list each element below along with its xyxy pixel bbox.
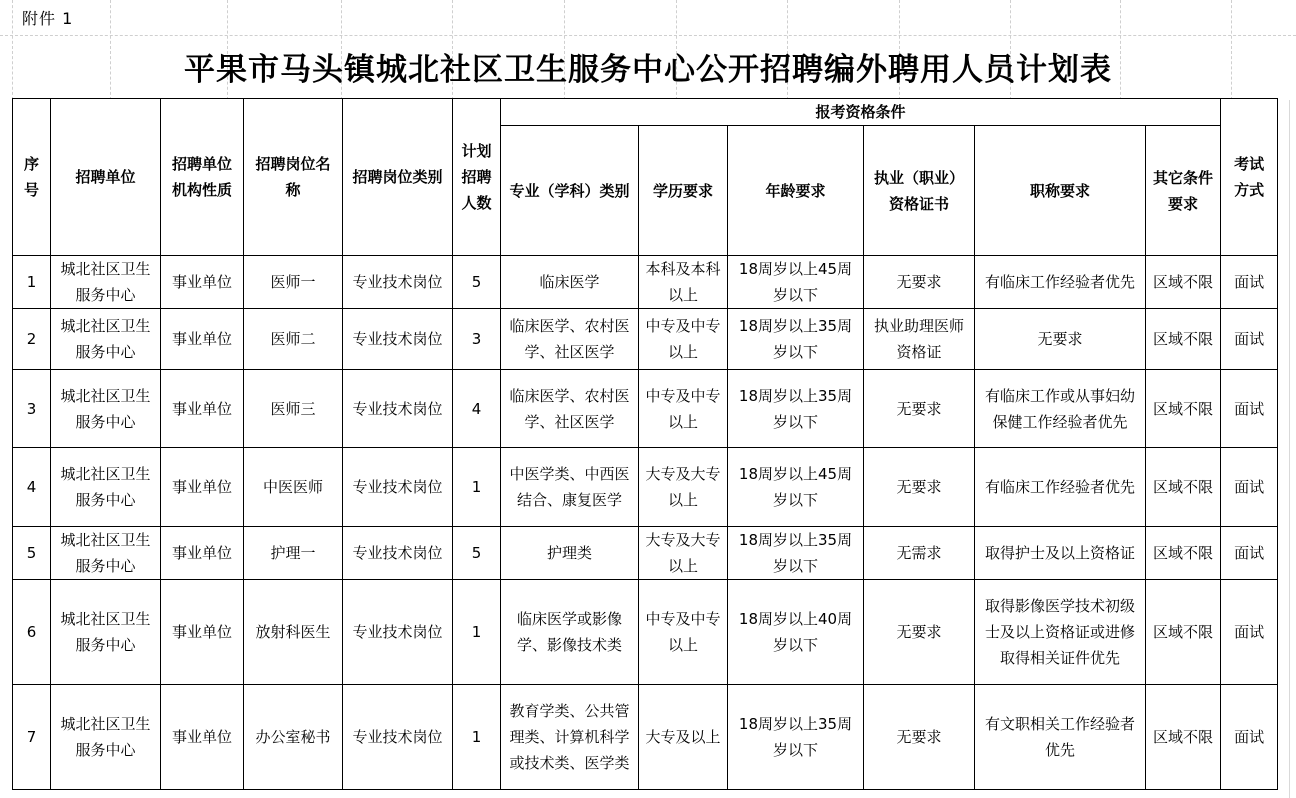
- cell-other: 区域不限: [1146, 685, 1221, 790]
- cell-education: 大专及以上: [639, 685, 728, 790]
- cell-title-req: 有临床工作经验者优先: [975, 448, 1146, 527]
- cell-post-name: 放射科医生: [244, 580, 343, 685]
- cell-age: 18周岁以上45周岁以下: [728, 448, 864, 527]
- cell-major: 临床医学、农村医学、社区医学: [501, 309, 639, 370]
- header-other: 其它条件要求: [1146, 126, 1221, 256]
- header-nature: 招聘单位机构性质: [161, 99, 244, 256]
- cell-count: 1: [453, 580, 501, 685]
- table-row: [13, 370, 1278, 448]
- cell-exam: 面试: [1221, 370, 1278, 448]
- cell-nature: 事业单位: [161, 370, 244, 448]
- cell-age: 18周岁以上45周岁以下: [728, 256, 864, 309]
- cell-post-type: 专业技术岗位: [343, 527, 453, 580]
- cell-license: 无要求: [864, 370, 975, 448]
- cell-nature: 事业单位: [161, 580, 244, 685]
- cell-seq: 4: [13, 448, 51, 527]
- header-education: 学历要求: [639, 126, 728, 256]
- header-post-type: 招聘岗位类别: [343, 99, 453, 256]
- cell-exam: 面试: [1221, 580, 1278, 685]
- header-license: 执业（职业）资格证书: [864, 126, 975, 256]
- header-title-req: 职称要求: [975, 126, 1146, 256]
- header-count: 计划招聘人数: [453, 99, 501, 256]
- cell-post-name: 办公室秘书: [244, 685, 343, 790]
- cell-license: 无要求: [864, 256, 975, 309]
- cell-title-req: 有临床工作或从事妇幼保健工作经验者优先: [975, 370, 1146, 448]
- cell-major: 临床医学、农村医学、社区医学: [501, 370, 639, 448]
- cell-other: 区域不限: [1146, 527, 1221, 580]
- cell-unit: 城北社区卫生服务中心: [51, 527, 161, 580]
- table-row: [13, 685, 1278, 790]
- cell-post-name: 医师一: [244, 256, 343, 309]
- cell-education: 中专及中专以上: [639, 370, 728, 448]
- cell-age: 18周岁以上35周岁以下: [728, 685, 864, 790]
- cell-license: 执业助理医师资格证: [864, 309, 975, 370]
- cell-major: 临床医学或影像学、影像技术类: [501, 580, 639, 685]
- cell-seq: 7: [13, 685, 51, 790]
- cell-other: 区域不限: [1146, 256, 1221, 309]
- cell-other: 区域不限: [1146, 448, 1221, 527]
- cell-exam: 面试: [1221, 685, 1278, 790]
- cell-post-type: 专业技术岗位: [343, 685, 453, 790]
- cell-education: 大专及大专以上: [639, 448, 728, 527]
- header-seq: 序号: [13, 99, 51, 256]
- cell-seq: 5: [13, 527, 51, 580]
- cell-major: 护理类: [501, 527, 639, 580]
- cell-unit: 城北社区卫生服务中心: [51, 580, 161, 685]
- cell-education: 大专及大专以上: [639, 527, 728, 580]
- cell-exam: 面试: [1221, 309, 1278, 370]
- cell-exam: 面试: [1221, 527, 1278, 580]
- cell-education: 本科及本科以上: [639, 256, 728, 309]
- page-title: 平果市马头镇城北社区卫生服务中心公开招聘编外聘用人员计划表: [184, 52, 1112, 88]
- header-qualifications: 报考资格条件: [501, 99, 1221, 126]
- cell-post-type: 专业技术岗位: [343, 448, 453, 527]
- cell-post-name: 护理一: [244, 527, 343, 580]
- cell-nature: 事业单位: [161, 685, 244, 790]
- table-row: [13, 448, 1278, 527]
- cell-title-req: 取得护士及以上资格证: [975, 527, 1146, 580]
- cell-other: 区域不限: [1146, 309, 1221, 370]
- cell-exam: 面试: [1221, 256, 1278, 309]
- cell-seq: 2: [13, 309, 51, 370]
- cell-nature: 事业单位: [161, 448, 244, 527]
- cell-post-type: 专业技术岗位: [343, 256, 453, 309]
- cell-nature: 事业单位: [161, 527, 244, 580]
- cell-count: 5: [453, 256, 501, 309]
- cell-title-req: 无要求: [975, 309, 1146, 370]
- cell-post-type: 专业技术岗位: [343, 580, 453, 685]
- cell-unit: 城北社区卫生服务中心: [51, 448, 161, 527]
- cell-major: 中医学类、中西医结合、康复医学: [501, 448, 639, 527]
- table-row: [13, 580, 1278, 685]
- cell-unit: 城北社区卫生服务中心: [51, 685, 161, 790]
- header-unit: 招聘单位: [51, 99, 161, 256]
- cell-exam: 面试: [1221, 448, 1278, 527]
- cell-other: 区域不限: [1146, 580, 1221, 685]
- header-age: 年龄要求: [728, 126, 864, 256]
- cell-age: 18周岁以上40周岁以下: [728, 580, 864, 685]
- cell-nature: 事业单位: [161, 256, 244, 309]
- cell-count: 1: [453, 448, 501, 527]
- cell-major: 教育学类、公共管理类、计算机科学或技术类、医学类: [501, 685, 639, 790]
- cell-education: 中专及中专以上: [639, 309, 728, 370]
- cell-post-name: 中医医师: [244, 448, 343, 527]
- cell-post-name: 医师二: [244, 309, 343, 370]
- cell-post-type: 专业技术岗位: [343, 370, 453, 448]
- cell-nature: 事业单位: [161, 309, 244, 370]
- cell-major: 临床医学: [501, 256, 639, 309]
- table-row: [13, 527, 1278, 580]
- table-row: [13, 256, 1278, 309]
- cell-unit: 城北社区卫生服务中心: [51, 370, 161, 448]
- attachment-label: 附件 1: [22, 9, 74, 28]
- cell-post-type: 专业技术岗位: [343, 309, 453, 370]
- cell-title-req: 有临床工作经验者优先: [975, 256, 1146, 309]
- header-post-name: 招聘岗位名称: [244, 99, 343, 256]
- cell-age: 18周岁以上35周岁以下: [728, 370, 864, 448]
- cell-license: 无要求: [864, 685, 975, 790]
- header-exam: 考试方式: [1221, 99, 1278, 256]
- cell-title-req: 有文职相关工作经验者优先: [975, 685, 1146, 790]
- recruitment-plan-table: [12, 98, 1278, 790]
- cell-seq: 6: [13, 580, 51, 685]
- cell-count: 5: [453, 527, 501, 580]
- cell-license: 无需求: [864, 527, 975, 580]
- cell-age: 18周岁以上35周岁以下: [728, 309, 864, 370]
- cell-seq: 3: [13, 370, 51, 448]
- cell-license: 无要求: [864, 580, 975, 685]
- cell-post-name: 医师三: [244, 370, 343, 448]
- cell-education: 中专及中专以上: [639, 580, 728, 685]
- header-major: 专业（学科）类别: [501, 126, 639, 256]
- cell-count: 4: [453, 370, 501, 448]
- cell-unit: 城北社区卫生服务中心: [51, 256, 161, 309]
- table-row: [13, 309, 1278, 370]
- cell-seq: 1: [13, 256, 51, 309]
- cell-unit: 城北社区卫生服务中心: [51, 309, 161, 370]
- cell-age: 18周岁以上35周岁以下: [728, 527, 864, 580]
- cell-title-req: 取得影像医学技术初级士及以上资格证或进修取得相关证件优先: [975, 580, 1146, 685]
- cell-count: 3: [453, 309, 501, 370]
- cell-license: 无要求: [864, 448, 975, 527]
- cell-other: 区域不限: [1146, 370, 1221, 448]
- cell-count: 1: [453, 685, 501, 790]
